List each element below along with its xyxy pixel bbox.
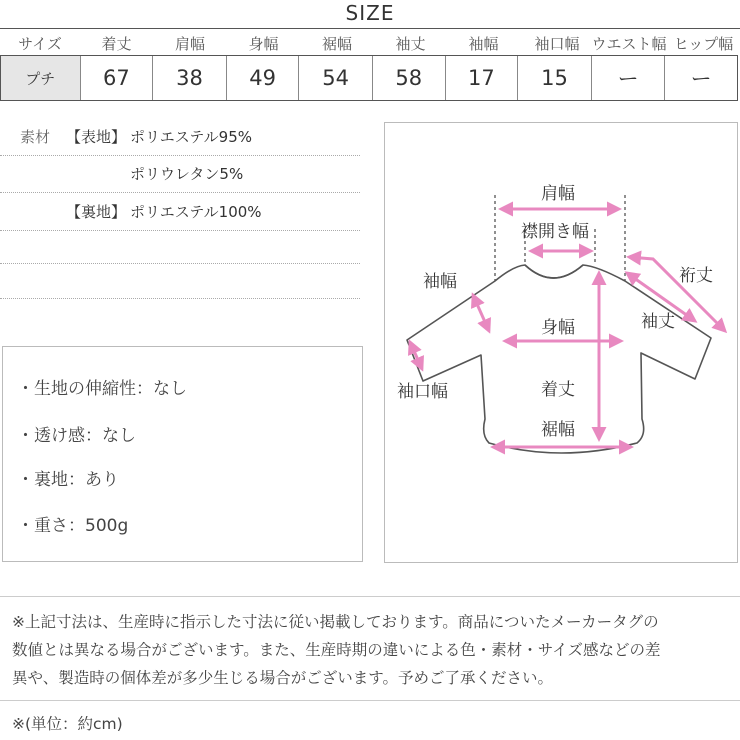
properties-box	[2, 346, 363, 562]
diagram-svg	[385, 123, 737, 562]
sleeve-width-arrow	[473, 295, 489, 331]
neckline	[525, 265, 583, 278]
label-shoulder: 肩幅	[541, 184, 575, 204]
length-cell: 67	[81, 56, 154, 100]
size-cell: プチ	[1, 56, 81, 100]
label-sleeve-length: 袖丈	[641, 312, 675, 332]
material-label: 素材	[20, 128, 51, 146]
note-line-3: 異や、製造時の個体差が多少生じる場合がございます。予めご了承ください。	[12, 669, 553, 687]
outer-fabric-1: ポリエステル95%	[130, 128, 252, 146]
lining-label: 【裏地】	[66, 203, 127, 221]
hem-cell: 54	[299, 56, 373, 100]
material-row-empty	[0, 263, 360, 299]
sleeve-width-cell: 17	[446, 56, 519, 100]
unit-note: ※(単位：約cm)	[12, 715, 123, 733]
material-row	[0, 120, 360, 156]
label-body-width: 身幅	[541, 318, 575, 338]
property-weight: ・重さ：500g	[17, 516, 129, 536]
header-sleeve-width: 袖幅	[468, 35, 499, 53]
shoulder-cell: 38	[153, 56, 227, 100]
material-row	[0, 157, 360, 193]
label-neck: 襟開き幅	[521, 222, 589, 242]
label-cuff: 袖口幅	[397, 382, 448, 402]
lining-fabric: ポリエステル100%	[130, 203, 262, 221]
body-width-cell: 49	[227, 56, 300, 100]
label-raglan: 裄丈	[679, 266, 713, 286]
property-stretch: ・生地の伸縮性：なし	[17, 379, 187, 399]
size-table-row	[0, 55, 738, 101]
garment-diagram	[384, 122, 738, 563]
sleeve-length-cell: 58	[373, 56, 446, 100]
hip-cell: ー	[690, 67, 712, 91]
note-line-2: 数値とは異なる場合がございます。また、生産時期の違いによる色・素材・サイズ感などの差	[12, 641, 661, 659]
property-lining: ・裏地：あり	[17, 470, 119, 490]
note-line-1: ※上記寸法は、生産時に指示した寸法に従い掲載しております。商品についたメーカータグの	[12, 613, 659, 631]
header-body-width: 身幅	[248, 35, 279, 53]
outer-label: 【表地】	[66, 128, 127, 146]
header-length: 着丈	[101, 35, 132, 53]
header-size: サイズ	[18, 35, 62, 53]
header-waist: ウエスト幅	[591, 35, 667, 53]
unit-divider	[0, 700, 740, 701]
header-hip: ヒップ幅	[673, 35, 734, 53]
outer-fabric-2: ポリウレタン5%	[130, 165, 244, 183]
title-underline	[0, 28, 740, 29]
label-length: 着丈	[541, 380, 575, 400]
cuff-cell: 15	[518, 56, 592, 100]
header-cuff: 袖口幅	[534, 35, 580, 53]
size-title: SIZE	[345, 1, 395, 25]
material-row-empty	[0, 228, 360, 264]
header-shoulder: 肩幅	[174, 35, 205, 53]
label-hem: 裾幅	[541, 420, 575, 440]
material-row	[0, 195, 360, 231]
header-sleeve-length: 袖丈	[395, 35, 426, 53]
property-sheerness: ・透け感：なし	[17, 426, 136, 446]
label-sleeve-width: 袖幅	[423, 272, 457, 292]
waist-cell: ー	[592, 56, 666, 100]
notes-divider	[0, 596, 740, 597]
header-hem: 裾幅	[321, 35, 352, 53]
